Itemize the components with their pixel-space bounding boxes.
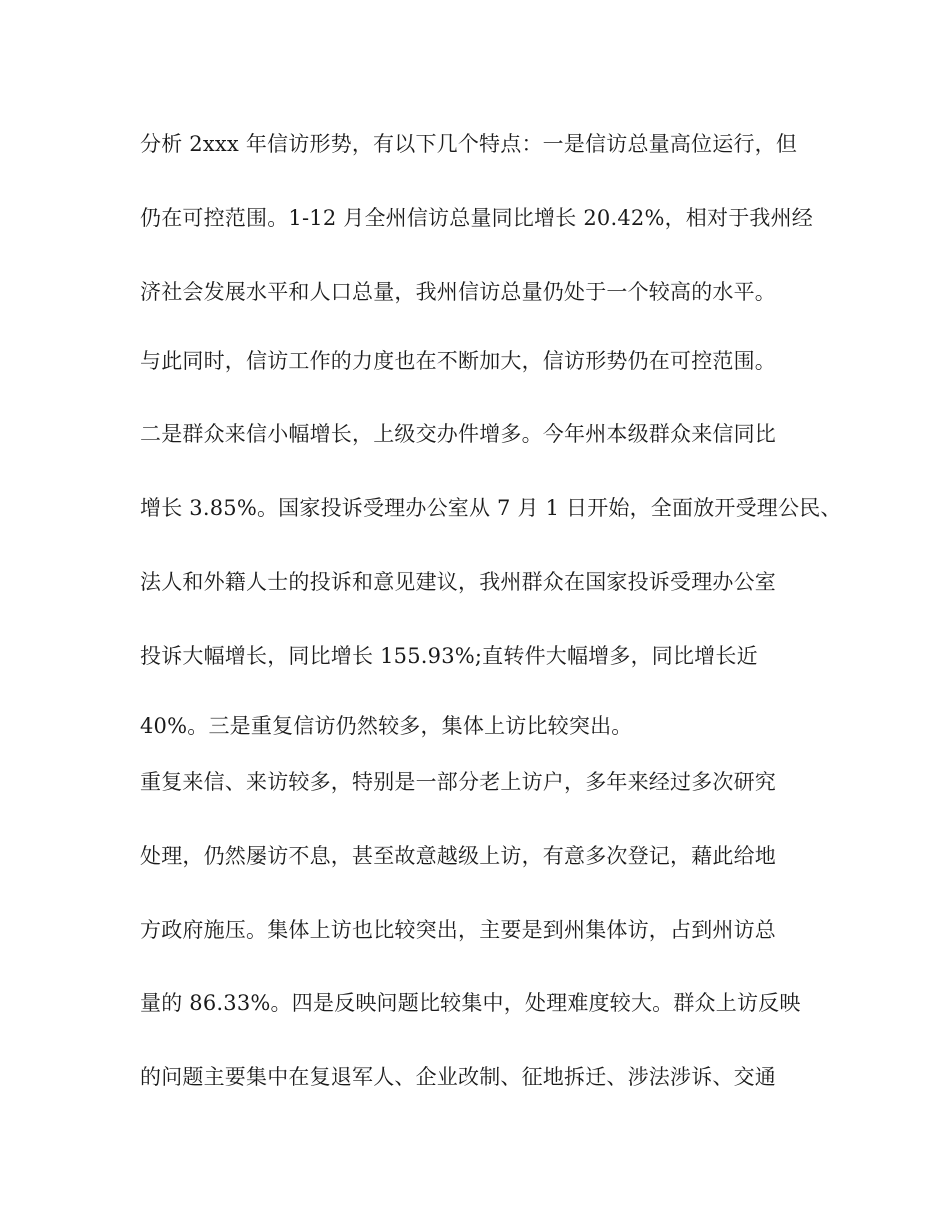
text-line: 分析 2xxx 年信访形势，有以下几个特点：一是信访总量高位运行，但 [140, 132, 798, 156]
text-line: 济社会发展水平和人口总量，我州信访总量仍处于一个较高的水平。 [140, 280, 776, 304]
text-line: 法人和外籍人士的投诉和意见建议，我州群众在国家投诉受理办公室 [140, 570, 776, 594]
text-line: 处理，仍然屡访不息，甚至故意越级上访，有意多次登记，藉此给地 [140, 844, 776, 868]
text-line: 增长 3.85%。国家投诉受理办公室从 7 月 1 日开始，全面放开受理公民、 [140, 496, 842, 520]
text-line: 二是群众来信小幅增长，上级交办件增多。今年州本级群众来信同比 [140, 422, 776, 446]
text-line: 量的 86.33%。四是反映问题比较集中，处理难度较大。群众上访反映 [140, 991, 801, 1015]
text-line: 40%。三是重复信访仍然较多，集体上访比较突出。 [140, 714, 633, 738]
text-line: 仍在可控范围。1-12 月全州信访总量同比增长 20.42%，相对于我州经 [140, 206, 813, 230]
text-line: 的问题主要集中在复退军人、企业改制、征地拆迁、涉法涉诉、交通 [140, 1065, 776, 1089]
text-line: 投诉大幅增长，同比增长 155.93%;直转件大幅增多，同比增长近 [140, 644, 758, 668]
text-line: 方政府施压。集体上访也比较突出，主要是到州集体访，占到州访总 [140, 918, 776, 942]
text-line: 重复来信、来访较多，特别是一部分老上访户，多年来经过多次研究 [140, 770, 776, 794]
text-line: 与此同时，信访工作的力度也在不断加大，信访形势仍在可控范围。 [140, 349, 776, 373]
